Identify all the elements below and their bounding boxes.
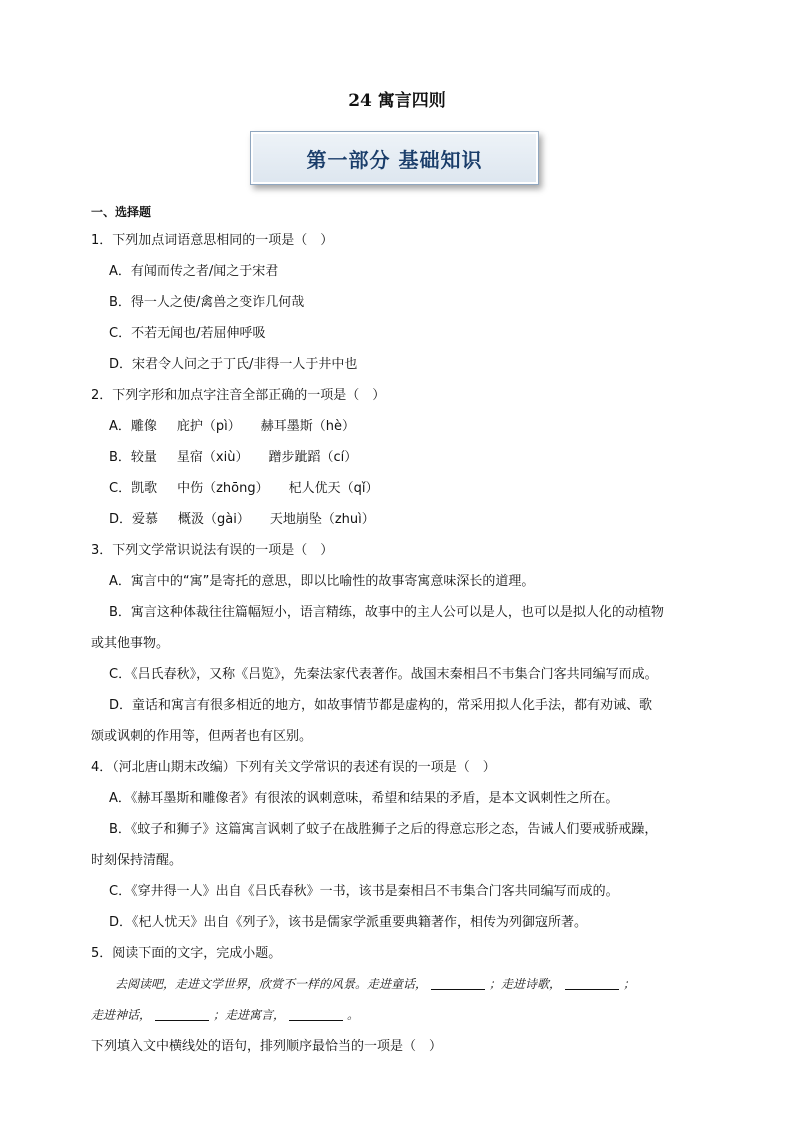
option-word-2: 中伤（zhōng） (177, 481, 269, 496)
question-3-option-b-continued: 或其他事物。 (91, 636, 170, 651)
section-heading: 一、选择题 (91, 205, 152, 219)
reading-passage-line-2 (91, 1000, 711, 1031)
question-2-option-b (91, 442, 711, 473)
fill-blank-4 (289, 1008, 343, 1021)
passage-text: ；走进寓言， (213, 1008, 286, 1022)
passage-text: ； (623, 977, 636, 991)
question-3-stem: 3．下列文学常识说法有误的一项是（ ） (91, 543, 334, 558)
question-5-prompt: 下列填入文中横线处的语句，排列顺序最恰当的一项是（ ） (91, 1039, 443, 1054)
question-4-option-c: C．《穿井得一人》出自《吕氏春秋》一书，该书是秦相吕不韦集合门客共同编写而成的。 (109, 884, 619, 899)
question-4-option-a: A．《赫耳墨斯和雕像者》有很浓的讽刺意味，希望和结果的矛盾，是本文讽刺性之所在。 (109, 791, 619, 806)
question-1-option-c: C．不若无闻也/若屈伸呼吸 (109, 326, 266, 341)
question-3-option-d: D．童话和寓言有很多相近的地方，如故事情节都是虚构的，常采用拟人化手法，都有劝诫、歌 (109, 698, 653, 713)
question-2-option-a (91, 411, 711, 442)
passage-text: ；走进诗歌， (489, 977, 562, 991)
question-5-stem: 5．阅读下面的文字，完成小题。 (91, 946, 282, 961)
option-word-2: 概汲（gài） (178, 512, 250, 527)
passage-text: 。 (347, 1008, 360, 1022)
question-2-option-c (91, 473, 711, 504)
option-word-1: D．爱慕 (109, 512, 159, 527)
passage-text: 去阅读吧，走进文学世界，欣赏不一样的风景。走进童话， (115, 977, 428, 991)
option-word-1: B．较量 (109, 450, 157, 465)
question-4-option-b: B．《蚊子和狮子》这篇寓言讽刺了蚊子在战胜狮子之后的得意忘形之态，告诫人们要戒骄戒躁， (109, 822, 658, 837)
fill-blank-3 (155, 1008, 209, 1021)
option-word-3: 蹭步跐蹈（cí） (268, 450, 358, 465)
passage-text: 走进神话， (91, 1008, 152, 1022)
question-1-stem: 1．下列加点词语意思相同的一项是（ ） (91, 233, 334, 248)
option-word-3: 天地崩坠（zhuì） (269, 512, 375, 527)
question-4-option-b-continued: 时刻保持清醒。 (91, 853, 183, 868)
document-title: 24 寓言四则 (348, 91, 446, 111)
question-2-stem: 2．下列字形和加点字注音全部正确的一项是（ ） (91, 388, 386, 403)
option-word-2: 庇护（pì） (176, 419, 241, 434)
option-word-3: 赫耳墨斯（hè） (260, 419, 356, 434)
reading-passage-line-1 (91, 969, 711, 1000)
question-1-option-d: D．宋君令人问之于丁氏/非得一人于井中也 (109, 357, 358, 372)
question-1-option-a: A．有闻而传之者/闻之于宋君 (109, 264, 279, 279)
document-body (91, 203, 711, 1062)
option-word-2: 星宿（xiù） (176, 450, 249, 465)
fill-blank-1 (431, 977, 485, 990)
question-4-stem: 4．（河北唐山期末改编）下列有关文学常识的表述有误的一项是（ ） (91, 760, 496, 775)
question-3-option-b: B．寓言这种体裁往往篇幅短小，语言精练，故事中的主人公可以是人，也可以是拟人化的动植物 (109, 605, 664, 620)
question-1-option-b: B．得一人之使/禽兽之变诈几何哉 (109, 295, 305, 310)
question-4-option-d: D．《杞人忧天》出自《列子》，该书是儒家学派重要典籍著作，相传为列御寇所著。 (109, 915, 588, 930)
option-word-1: C．凯歌 (109, 481, 158, 496)
option-word-1: A．雕像 (109, 419, 157, 434)
question-3-option-c: C．《吕氏春秋》，又称《吕览》，先秦法家代表著作。战国末秦相吕不韦集合门客共同编写而成。 (109, 667, 658, 682)
option-word-3: 杞人优天（qǐ） (288, 481, 379, 496)
section-banner: 第一部分 基础知识 (250, 131, 539, 185)
question-2-option-d (91, 504, 711, 535)
question-3-option-a: A．寓言中的“寓”是寄托的意思，即以比喻性的故事寄寓意味深长的道理。 (109, 574, 535, 589)
question-3-option-d-continued: 颂或讽刺的作用等，但两者也有区别。 (91, 729, 313, 744)
fill-blank-2 (565, 977, 619, 990)
